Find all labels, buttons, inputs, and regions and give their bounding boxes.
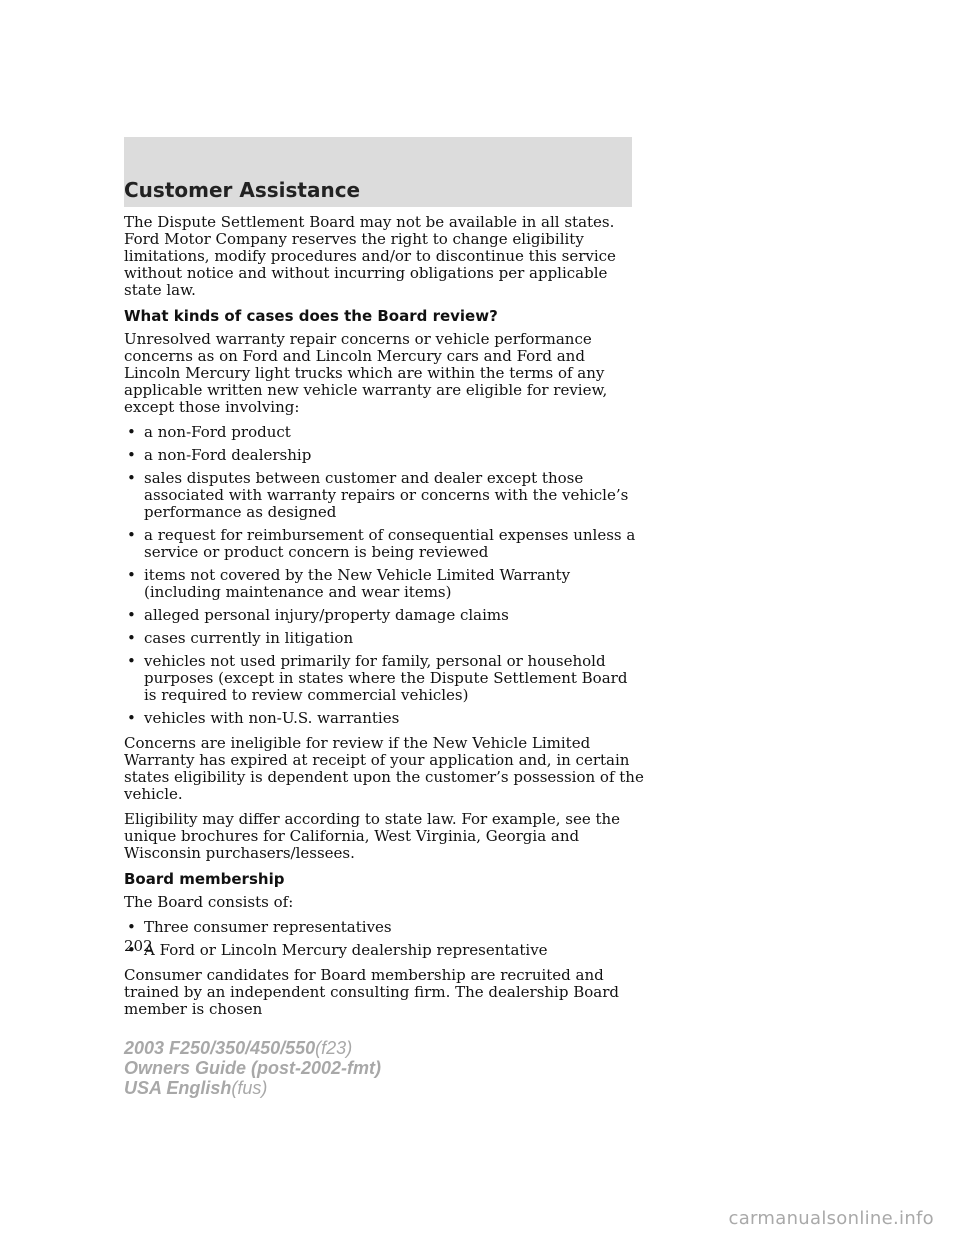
membership-paragraph: The Board consists of: [124,893,294,911]
page-content [124,214,644,1026]
footer-line-model [124,1038,381,1058]
list-item: • a non-Ford product [124,424,644,441]
exclusions-list [124,424,644,727]
list-item: • A Ford or Lincoln Mercury dealership representative [124,942,644,959]
footer-language-code: (fus) [231,1078,268,1098]
list-item: • vehicles with non-U.S. warranties [124,710,644,727]
footer-language: USA English [124,1078,232,1098]
cases-paragraph: Unresolved warranty repair concerns or vehicle performance concerns as on Ford and Lincoln Mercury cars and Ford and Lincoln Mercury light trucks which are within the terms of any applicable written new vehicle warranty are eligible for review, except those involving: [124,330,608,416]
eligibility-paragraph: Eligibility may differ according to state law. For example, see the unique brochures for California, West Virginia, Georgia and Wisconsin purchasers/lessees. [124,810,621,862]
list-item: • items not covered by the New Vehicle Limited Warranty (including maintenance and wear items) [124,567,644,601]
footer-model-code: (f23) [315,1038,353,1058]
list-item: • a non-Ford dealership [124,447,644,464]
footer-line-language [124,1078,381,1098]
cases-heading: What kinds of cases does the Board review? [124,307,498,325]
membership-heading: Board membership [124,870,285,888]
list-item: • vehicles not used primarily for family, personal or household purposes (except in states where the Dispute Settlement Board is required to review commercial vehicles) [124,653,644,704]
list-item: • Three consumer representatives [124,919,644,936]
list-item: • cases currently in litigation [124,630,644,647]
document-footer [124,1038,381,1098]
footer-guide: Owners Guide (post-2002-fmt) [124,1058,382,1078]
watermark: carmanualsonline.info [728,1208,934,1229]
membership-list [124,919,644,959]
list-item: • sales disputes between customer and dealer except those associated with warranty repairs or concerns with the vehicle’s performance as designed [124,470,644,521]
candidates-paragraph: Consumer candidates for Board membership are recruited and trained by an independent consulting firm. The dealership Board member is chosen [124,966,619,1018]
intro-paragraph: The Dispute Settlement Board may not be available in all states. Ford Motor Company reserves the right to change eligibility limitations, modify procedures and/or to discontinue this service without notice and without incurring obligations per applicable state law. [124,213,616,299]
list-item: • alleged personal injury/property damage claims [124,607,644,624]
ineligible-paragraph: Concerns are ineligible for review if the New Vehicle Limited Warranty has expired at receipt of your application and, in certain states eligibility is dependent upon the customer’s possession of the vehicle. [124,734,644,803]
list-item: • a request for reimbursement of consequential expenses unless a service or product concern is being reviewed [124,527,644,561]
page-number: 202 [124,937,153,955]
footer-model: 2003 F250/350/450/550 [124,1038,316,1058]
footer-line-guide [124,1058,381,1078]
section-title: Customer Assistance [124,178,361,202]
